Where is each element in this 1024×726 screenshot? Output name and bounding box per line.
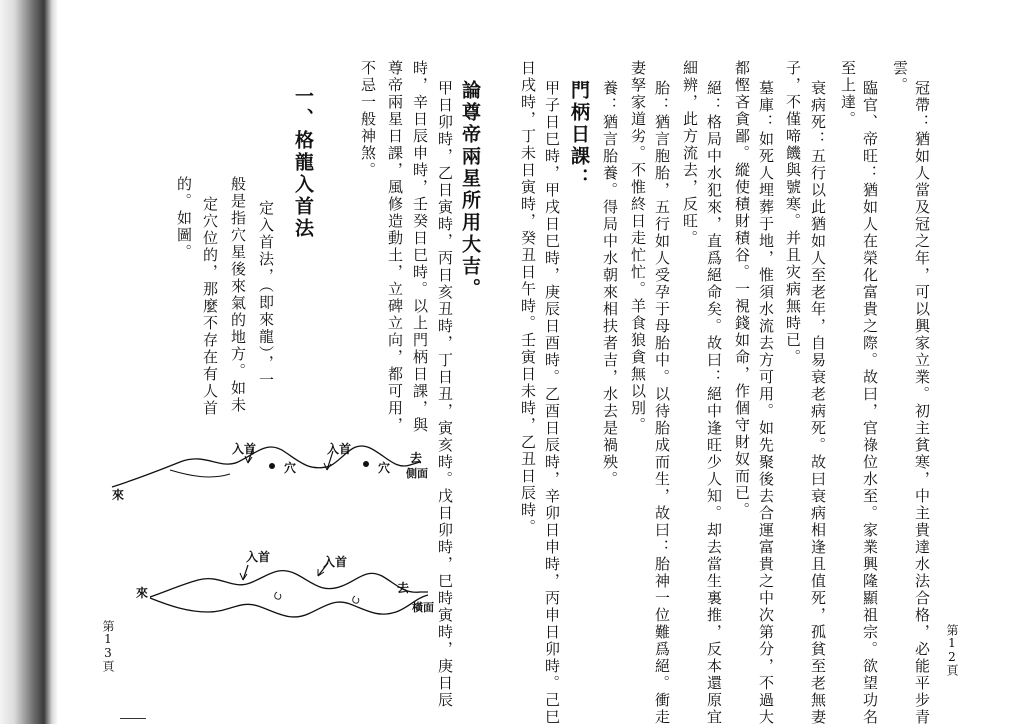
entry-label: 入首 [246, 550, 271, 564]
section-heading: 論尊帝兩星所用大吉。 [459, 80, 481, 300]
text-column: 臨官、帝旺：猶如人在榮化富貴之際。故曰，官祿位水至。家業興隆顯祖宗。欲望功名 [861, 80, 879, 726]
go-label: 去 [397, 581, 410, 595]
ridge-side-view-line [112, 446, 423, 487]
view-label: 橫面 [412, 601, 434, 614]
contour-mark [353, 596, 359, 603]
text-column: 不忌一般神煞。 [359, 60, 377, 179]
come-label: 來 [112, 488, 125, 502]
ridge-cross-section-lower [150, 595, 428, 617]
text-column: 甲子日巳時，甲戌日巳時，庚辰日酉時。乙酉日辰時，辛卯日申時，丙申日卯時。己巳 [543, 80, 561, 726]
text-column: 衰病死：五行以此猶如人至老年，自易衰老病死。故曰衰病相逢且值死，孤貧至老無妻 [809, 80, 827, 726]
contour-mark [275, 592, 281, 599]
ridge-side-view-back-line [170, 470, 230, 477]
ridge-cross-section-upper [150, 571, 428, 597]
entry-arrow [243, 565, 248, 580]
text-column: 尊帝兩星日課，風修造動土，立碑立向，都可用， [386, 60, 404, 434]
point-label: 穴 [284, 461, 297, 475]
left-page-number: 第13頁 [101, 620, 115, 672]
entry-label: 入首 [327, 442, 352, 456]
text-column: 妻孥家道劣。不惟終日走忙忙。羊食狼貪無以別。 [629, 60, 647, 434]
entry-label: 入首 [232, 442, 257, 456]
text-column: 的。如圖。 [175, 176, 193, 261]
entry-label: 入首 [323, 555, 348, 569]
point-dot [269, 463, 275, 469]
text-column: 養：猶言胎養。得局中水朝來相扶者吉，水去是禍殃。 [601, 80, 619, 488]
text-column: 定入首法，（即來龍），一 [257, 200, 275, 389]
section-heading: 一、格龍入首法 [292, 86, 314, 240]
text-column: 至上達。 [839, 60, 857, 128]
view-label: 側面 [406, 467, 428, 480]
text-column: 甲日卯時，乙日寅時，丙日亥丑時，丁日丑，寅亥時。戊日卯時，巳時寅時，庚日辰 [436, 80, 454, 709]
text-column: 都慳吝貪鄙。縱使積財積谷。一視錢如命，作個守財奴而已。 [733, 60, 751, 519]
come-label: 來 [136, 586, 149, 600]
right-page-number: 第12頁 [945, 624, 959, 676]
text-column: 子，不僅啼饑與號寒。并且灾病無時已。 [784, 60, 802, 366]
point-label: 穴 [378, 461, 391, 475]
text-column: 胎：猶言胞胎，五行如人受孕于母胎中。以待胎成而生，故曰：胎神一位難爲絕。衝走 [653, 80, 671, 726]
text-column: 雲。 [891, 60, 909, 94]
text-column: 時，辛日辰申時，壬癸日巳時。以上門柄日課，與 [411, 60, 429, 434]
text-column: 細辨，此方流去，反旺。 [681, 60, 699, 247]
text-column: 日戌時，丁未日寅時，癸丑日午時。壬寅日未時，乙丑日辰時。 [519, 60, 537, 536]
text-column: 絕：格局中水犯來，直爲絕命矣。故曰：絕中逢旺少人知。却去當生裏推，反本還原宜 [705, 80, 723, 726]
go-label: 去 [410, 451, 423, 465]
text-column: 墓庫：如死人埋葬于地，惟須水流去方可用。如先聚後去合運富貴之中次第分，不過大 [757, 80, 775, 726]
text-column: 定穴位的，那麼不存在有人首 [201, 196, 219, 417]
entry-arrow [240, 573, 247, 580]
text-column: 冠帶：猶如人當及冠之年，可以興家立業。初主貧寒，中主貴達水法合格，必能平步青 [913, 80, 931, 726]
section-heading: 門柄日課： [568, 80, 590, 190]
point-dot [363, 461, 369, 467]
text-column: 般是指穴星後來氣的地方。如未 [229, 176, 247, 414]
